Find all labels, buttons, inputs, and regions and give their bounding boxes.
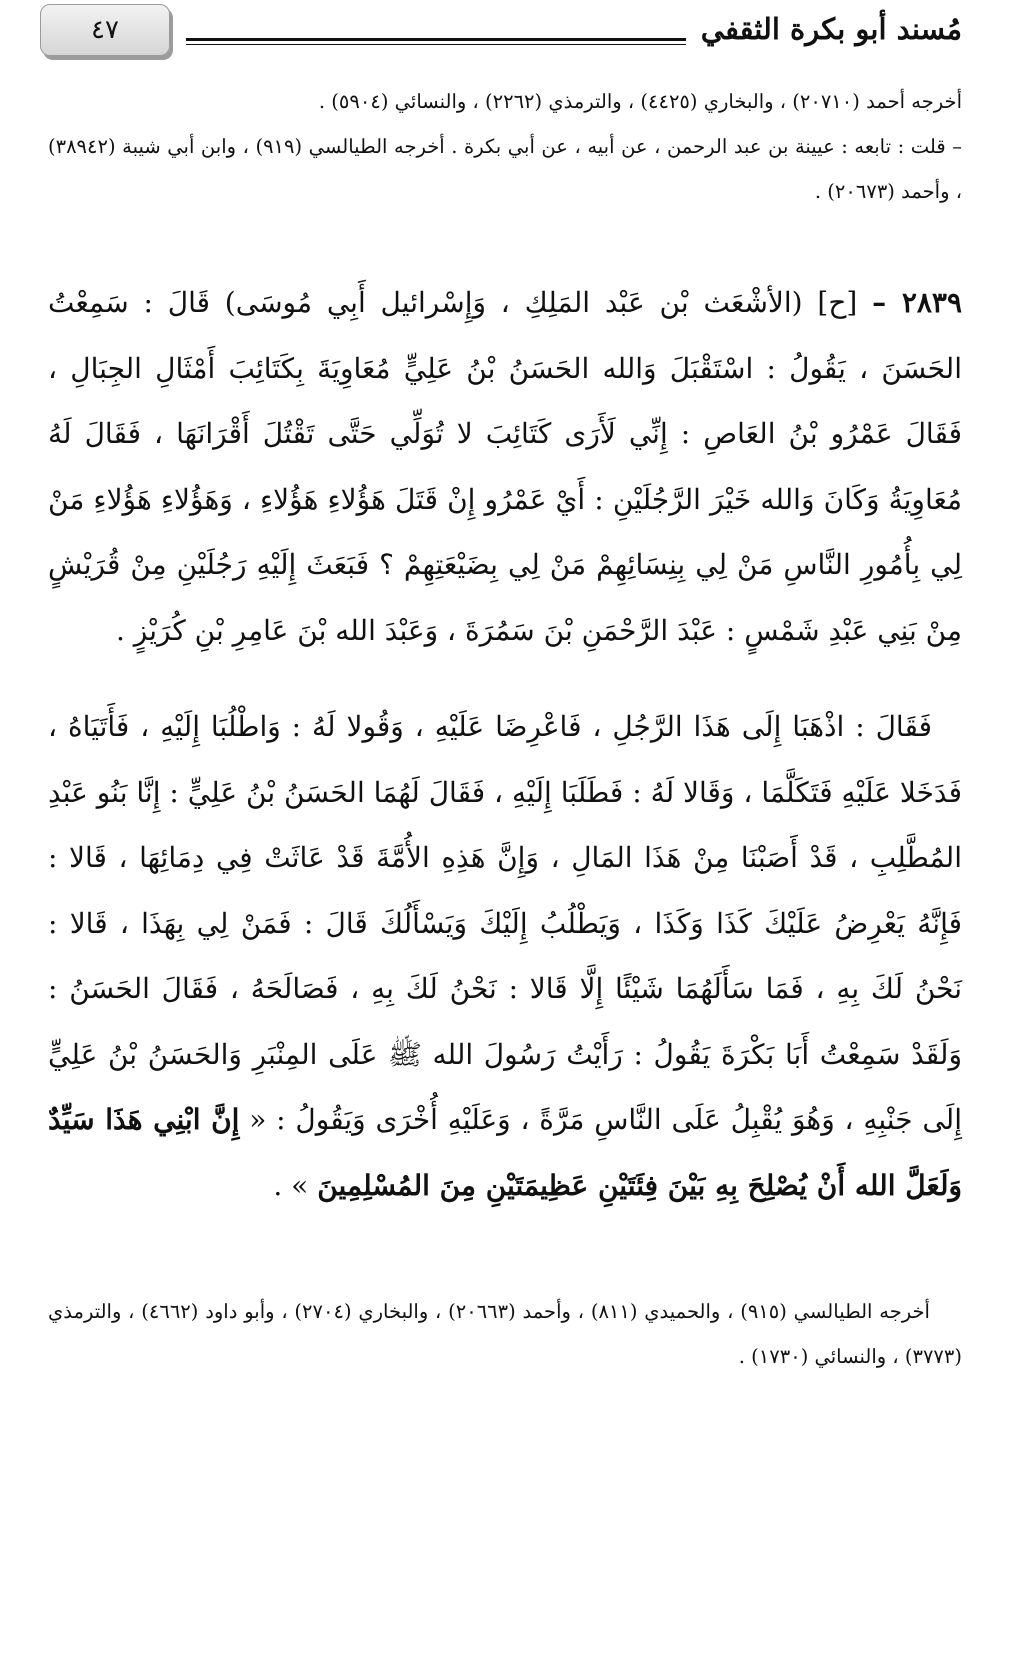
page-number-badge [40,4,170,56]
hadith-paragraph-1 [48,270,962,663]
takhrij: أخرجه الطيالسي (٩١٥) ، والحميدي (٨١١) ، وأحمد (٢٠٦٦٣) ، والبخاري (٢٧٠٤) ، وأبو داود (٤٦٦٢) ، والترمذي (٣٧٧٣) ، والنسائي (١٧٣٠) . [48,1300,962,1368]
hadith-number: ٢٨٣٩ – [872,286,962,319]
hadith-paragraph-2 [48,694,962,1218]
hadith-text-1: [ح] (الأشْعَث بْن عَبْد المَلِكِ ، وَإِسْرائيل أَبِي مُوسَى) قَالَ : سَمِعْتُ الحَسَنَ ، يَقُولُ : اسْتَقْبَلَ وَالله الحَسَنُ بْنُ عَلِيٍّ مُعَاوِيَةَ بِكَتَائِبَ أَمْثَالِ الجِبَالِ ، فَقَالَ عَمْرُو بْنُ العَاصِ : إِنِّي لَأَرَى كَتَائِبَ لا تُوَلِّي حَتَّى تَقْتُلَ أَقْرَانَهَا ، فَقَالَ لَهُ مُعَاوِيَةُ وَكَانَ وَالله خَيْرَ الرَّجُلَيْنِ : أَيْ عَمْرُو إِنْ قَتَلَ هَؤُلاءِ هَؤُلاءِ ، وَهَؤُلاءِ هَؤُلاءِ مَنْ لِي بِأُمُورِ النَّاسِ مَنْ لِي بِنِسَائِهِمْ مَنْ لِي بِضَيْعَتِهِمْ ؟ فَبَعَثَ إِلَيْهِ رَجُلَيْنِ مِنْ قُرَيْشٍ مِنْ بَنِي عَبْدِ شَمْسٍ : عَبْدَ الرَّحْمَنِ بْنَ سَمُرَةَ ، وَعَبْدَ الله بْنَ عَامِرِ بْنِ كُرَيْزٍ . [48,286,962,647]
page-number: ٤٧ [91,15,119,45]
hadith-text-2: فَقَالَ : اذْهَبَا إِلَى هَذَا الرَّجُلِ ، فَاعْرِضَا عَلَيْهِ ، وَقُولا لَهُ : وَاطْلُبَا إِلَيْهِ ، فَأَتَيَاهُ ، فَدَخَلا عَلَيْهِ فَتَكَلَّمَا ، وَقَالا لَهُ : فَطَلَبَا إِلَيْهِ ، فَقَالَ لَهُمَا الحَسَنُ بْنُ عَلِيٍّ : إِنَّا بَنُو عَبْدِ المُطَّلِبِ ، قَدْ أَصَبْنَا مِنْ هَذَا المَالِ ، وَإِنَّ هَذِهِ الأُمَّةَ قَدْ عَاثَتْ فِي دِمَائِهَا ، قَالا : فَإِنَّهُ يَعْرِضُ عَلَيْكَ كَذَا وَكَذَا ، وَيَطْلُبُ إِلَيْكَ وَيَسْأَلُكَ قَالَ : فَمَنْ لِي بِهَذَا ، قَالا : نَحْنُ لَكَ بِهِ ، فَمَا سَأَلَهُمَا شَيْئًا إِلَّا قَالا : نَحْنُ لَكَ بِهِ ، فَصَالَحَهُ ، فَقَالَ الحَسَنُ : وَلَقَدْ سَمِعْتُ أَبَا بَكْرَةَ يَقُولُ : رَأَيْتُ رَسُولَ الله ﷺ عَلَى المِنْبَرِ وَالحَسَنُ بْنُ عَلِيٍّ إِلَى جَنْبِهِ ، وَهُوَ يُقْبِلُ عَلَى النَّاسِ مَرَّةً ، وَعَلَيْهِ أُخْرَى وَيَقُولُ : « [48,710,962,1136]
page-header [0,0,1010,70]
book-title: مُسند أبو بكرة الثقفي [700,12,962,46]
quote-close: » . [273,1168,309,1202]
previous-takhrij: أخرجه أحمد (٢٠٧١٠) ، والبخاري (٤٤٢٥) ، والترمذي (٢٢٦٢) ، والنسائي (٥٩٠٤) . [318,90,962,113]
header-rule [186,38,686,45]
prophetic-quote: إِنَّ ابْنِي هَذَا سَيِّدٌ وَلَعَلَّ الله أَنْ يُصْلِحَ بِهِ بَيْنَ فِئَتَيْنِ عَظِيمَتَيْنِ مِنَ المُسْلِمِينَ [48,1103,962,1202]
previous-note: – قلت : تابعه : عيينة بن عبد الرحمن ، عن أبيه ، عن أبي بكرة . أخرجه الطيالسي (٩١٩) ، وابن أبي شيبة (٣٨٩٤٢) ، وأحمد (٢٠٦٧٣) . [48,135,962,203]
